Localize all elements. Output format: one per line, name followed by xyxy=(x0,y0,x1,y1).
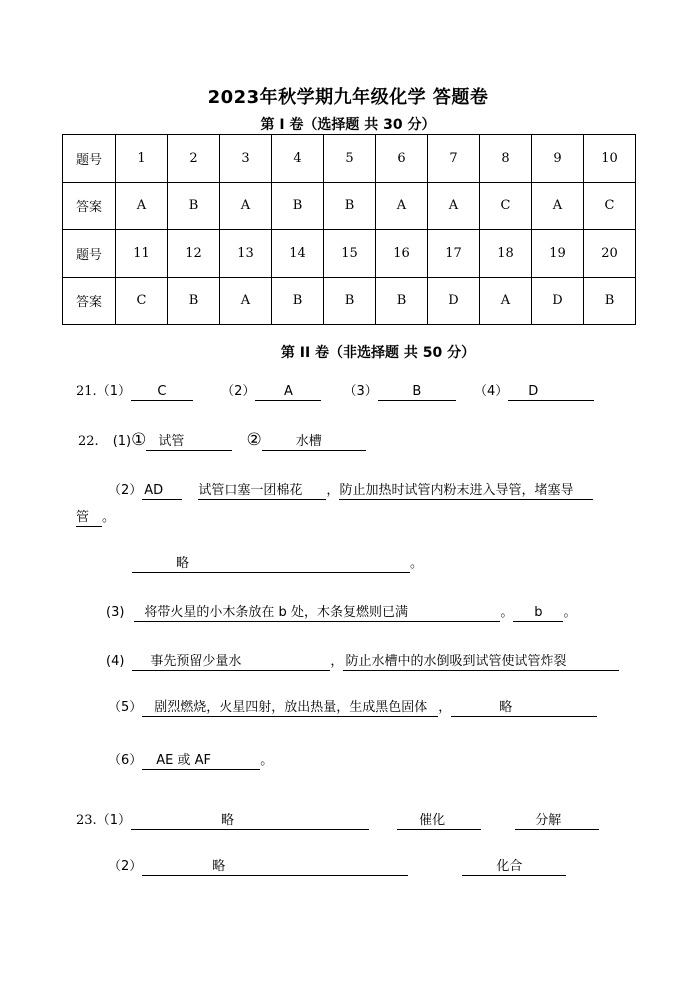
question-number: 14 xyxy=(272,230,324,278)
question-number: 1 xyxy=(116,135,168,183)
answer-cell: A xyxy=(220,182,272,230)
table-row xyxy=(63,230,636,278)
table-row xyxy=(63,277,636,325)
answer-blank xyxy=(142,700,438,717)
answer-blank: 防止加热时试管内粉末进入导管，堵塞导 xyxy=(339,483,593,500)
answer-blank xyxy=(262,434,366,451)
answer-cell: B xyxy=(272,277,324,325)
answer-text: 略 xyxy=(499,700,513,715)
question-number: 13 xyxy=(220,230,272,278)
circled-two: ② xyxy=(246,430,262,450)
answer-text: 催化 xyxy=(419,813,446,828)
answer-blank: A xyxy=(255,384,321,401)
answer-text: 分解 xyxy=(535,813,562,828)
comma: ， xyxy=(438,700,452,715)
part-label: (3) xyxy=(106,605,125,620)
period: 。 xyxy=(102,510,116,525)
answer-blank xyxy=(142,483,182,500)
question-number: 18 xyxy=(480,230,532,278)
answer-text: 略 xyxy=(176,556,190,571)
answer-blank xyxy=(397,813,481,830)
answer-cell: D xyxy=(428,277,480,325)
period: 。 xyxy=(410,556,424,571)
q23-part2 xyxy=(108,855,566,876)
answer-cell: C xyxy=(116,277,168,325)
q22-part3 xyxy=(106,601,576,622)
answer-cell: A xyxy=(376,182,428,230)
q21-line xyxy=(76,380,594,401)
part-label: （4） xyxy=(473,384,509,399)
question-number: 15 xyxy=(324,230,376,278)
answer-cell: C xyxy=(480,182,532,230)
row-label: 题号 xyxy=(63,135,116,183)
q22-part4 xyxy=(106,650,619,671)
answer-blank xyxy=(146,434,232,451)
part-label: (1) xyxy=(112,434,132,449)
question-number: 21. xyxy=(76,384,97,399)
answer-blank xyxy=(451,700,597,717)
answer-cell: C xyxy=(584,182,636,230)
question-number: 8 xyxy=(480,135,532,183)
answer-blank: B xyxy=(378,384,456,401)
q22-part6 xyxy=(108,749,273,770)
answer-blank xyxy=(131,813,369,830)
row-label: 题号 xyxy=(63,230,116,278)
section-2-heading: 第 II 卷（非选择题 共 50 分） xyxy=(280,345,476,361)
question-number: 20 xyxy=(584,230,636,278)
part-label: （1） xyxy=(96,384,131,399)
question-number: 7 xyxy=(428,135,480,183)
q22-part2-cont xyxy=(76,506,115,527)
answer-blank xyxy=(142,753,260,770)
question-number: 9 xyxy=(532,135,584,183)
part-label: （2） xyxy=(221,384,256,399)
answer-text: 剧烈燃烧，火星四射，放出热量，生成黑色固体 xyxy=(154,700,428,715)
q22-part1 xyxy=(78,430,366,451)
part-label: （1） xyxy=(96,813,131,828)
answer-blank: 管 xyxy=(76,510,102,527)
answer-cell: B xyxy=(168,277,220,325)
answer-cell: A xyxy=(220,277,272,325)
answer-text: AD xyxy=(144,483,164,498)
answer-cell: B xyxy=(324,277,376,325)
question-number: 16 xyxy=(376,230,428,278)
answer-cell: B xyxy=(324,182,376,230)
q22-part5 xyxy=(108,696,597,717)
answer-text: 试管 xyxy=(158,434,185,449)
answer-cell: A xyxy=(532,182,584,230)
answer-blank xyxy=(515,813,599,830)
part-label: （3） xyxy=(343,384,378,399)
answer-blank: 试管口塞一团棉花 xyxy=(198,483,326,500)
answer-blank xyxy=(132,556,410,573)
answer-cell: D xyxy=(532,277,584,325)
answer-text: 防止水槽中的水倒吸到试管使试管炸裂 xyxy=(345,654,567,669)
answer-cell: A xyxy=(116,182,168,230)
answer-text: 化合 xyxy=(496,859,523,874)
answer-blank xyxy=(462,859,566,876)
question-number: 10 xyxy=(584,135,636,183)
answer-cell: B xyxy=(376,277,428,325)
answer-blank: b xyxy=(513,605,563,622)
part-label: （6） xyxy=(108,753,143,768)
answer-cell: B xyxy=(272,182,324,230)
answer-cell: B xyxy=(168,182,220,230)
answer-blank: C xyxy=(131,384,193,401)
table-row xyxy=(63,182,636,230)
answer-cell: A xyxy=(480,277,532,325)
answer-blank xyxy=(132,654,330,671)
answer-blank xyxy=(343,654,619,671)
question-number: 12 xyxy=(168,230,220,278)
answer-text: AE 或 AF xyxy=(156,753,212,768)
section-1-heading: 第 I 卷（选择题 共 30 分） xyxy=(260,117,436,133)
answer-text: D xyxy=(528,384,539,399)
answer-table xyxy=(62,134,636,325)
part-label: （5） xyxy=(108,700,143,715)
answer-blank xyxy=(134,605,500,622)
question-number: 6 xyxy=(376,135,428,183)
question-number: 23. xyxy=(76,813,97,828)
row-label: 答案 xyxy=(63,277,116,325)
question-number: 4 xyxy=(272,135,324,183)
question-number: 19 xyxy=(532,230,584,278)
period: 。 xyxy=(563,605,577,620)
question-number: 22. xyxy=(78,434,99,449)
question-number: 2 xyxy=(168,135,220,183)
q23-part1 xyxy=(76,809,599,830)
q22-part2-line2 xyxy=(132,552,423,573)
answer-blank xyxy=(508,384,594,401)
answer-text: 略 xyxy=(220,813,234,828)
part-label: (4) xyxy=(106,654,125,669)
part-label: （2） xyxy=(108,859,143,874)
period: 。 xyxy=(260,753,274,768)
answer-text: 将带火星的小木条放在 b 处，木条复燃则已满 xyxy=(144,605,408,620)
answer-text: 略 xyxy=(212,859,226,874)
circled-one: ① xyxy=(131,430,147,450)
question-number: 17 xyxy=(428,230,480,278)
answer-cell: B xyxy=(584,277,636,325)
page-title: 2023年秋学期九年级化学 答题卷 xyxy=(207,87,489,108)
answer-text: 事先预留少量水 xyxy=(150,654,242,669)
answer-cell: A xyxy=(428,182,480,230)
period: 。 xyxy=(500,605,514,620)
q22-part2 xyxy=(108,479,593,500)
comma: ， xyxy=(326,483,340,498)
answer-text: 水槽 xyxy=(295,434,322,449)
question-number: 11 xyxy=(116,230,168,278)
part-label: （2） xyxy=(108,483,143,498)
table-row xyxy=(63,135,636,183)
question-number: 5 xyxy=(324,135,376,183)
comma: ， xyxy=(330,654,344,669)
row-label: 答案 xyxy=(63,182,116,230)
question-number: 3 xyxy=(220,135,272,183)
answer-blank xyxy=(142,859,408,876)
